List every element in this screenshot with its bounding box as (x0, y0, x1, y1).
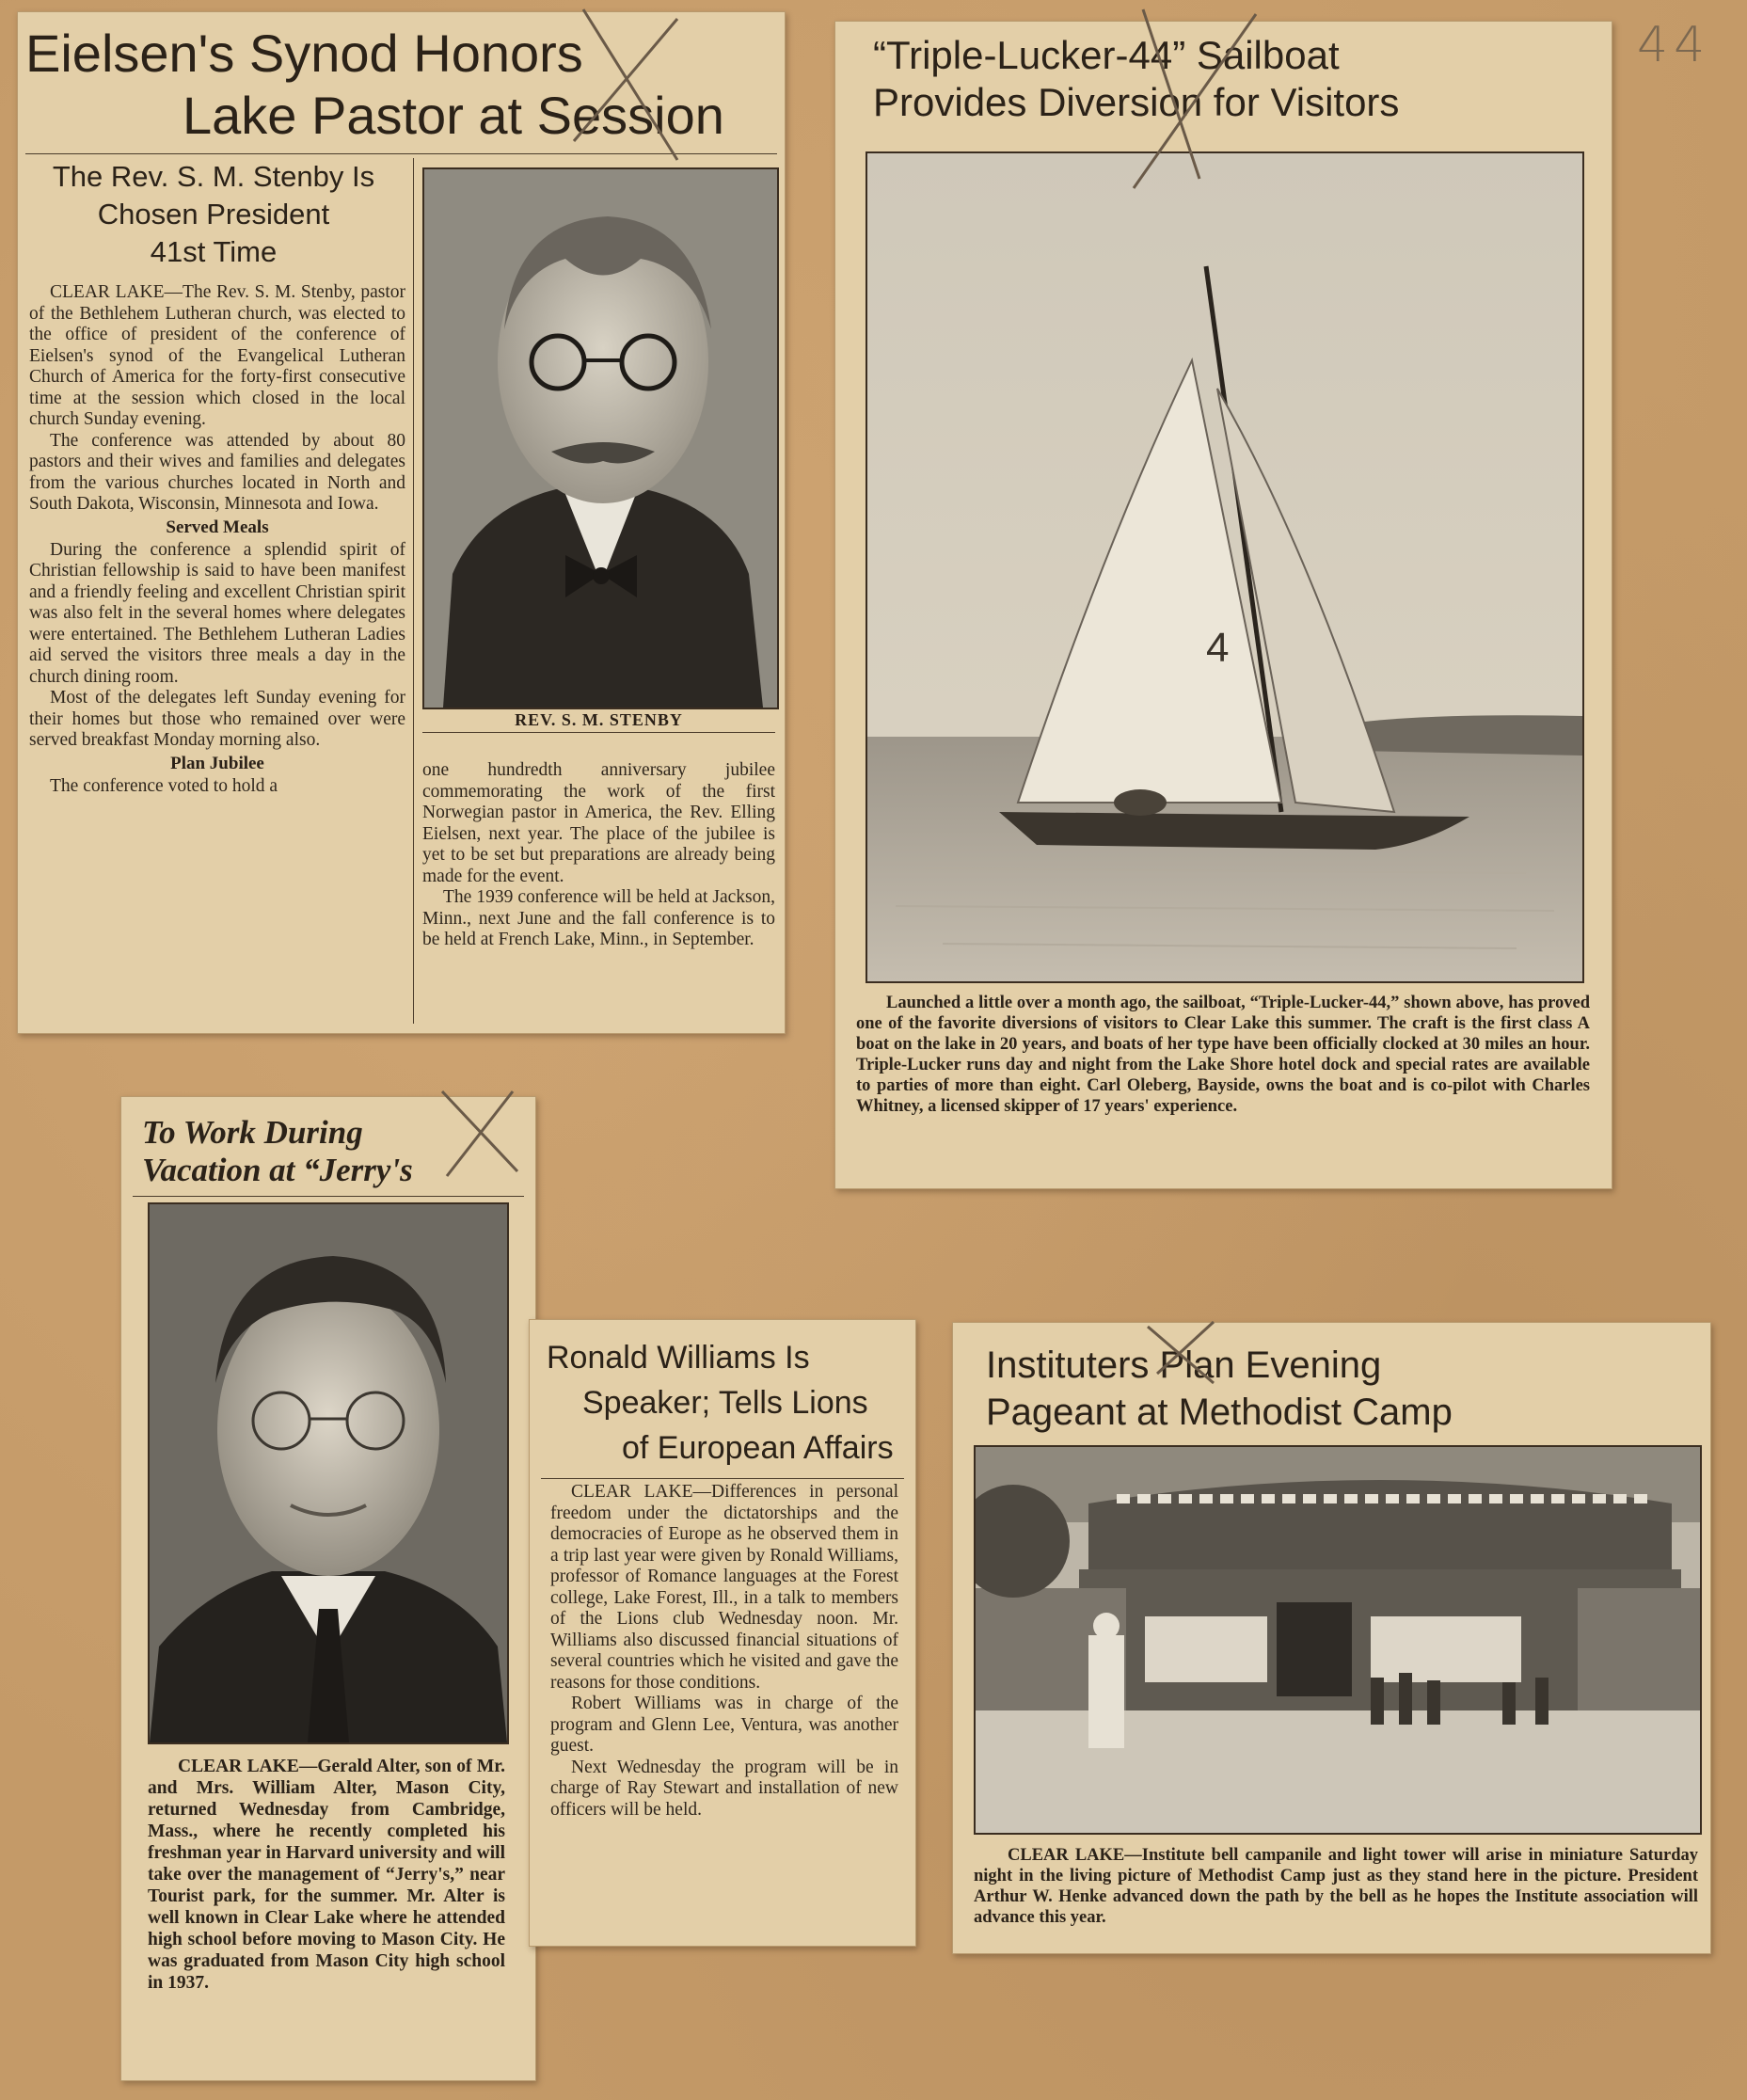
headline-line-2: Pageant at Methodist Camp (986, 1392, 1453, 1433)
paragraph: CLEAR LAKE—The Rev. S. M. Stenby, pastor of the Bethlehem Lutheran church, was elected to the office of president of the conference of Eielsen's synod of the Evangelical Lutheran Church of America for the forty-first consecutive time at the session which closed in the local church Sunday evening. (29, 282, 405, 429)
clipping-ronald-williams (529, 1319, 916, 1947)
portrait-caption: REV. S. M. STENBY (515, 710, 683, 729)
sailboat-photo (866, 151, 1584, 983)
headline (142, 1114, 413, 1189)
clipping-sailboat (834, 21, 1612, 1189)
headline (541, 1335, 906, 1471)
caption-text: CLEAR LAKE—Institute bell campanile and light tower will arise in miniature Saturday night in the living picture of Methodist Camp just as they stand here in the picture. President Arthur W. Henke advanced down the path by the bell as he hopes the Institute association will advance this year. (974, 1846, 1698, 1927)
headline-line-3: of European Affairs (622, 1430, 894, 1466)
headline-line-2: Vacation at “Jerry's (142, 1152, 413, 1188)
sail-number: 4 (1206, 625, 1230, 671)
sailboat-illustration (867, 153, 1582, 981)
sailboat-caption (856, 993, 1590, 1117)
subhead-line-1: The Rev. S. M. Stenby Is (52, 160, 375, 193)
headline-rule (541, 1478, 904, 1479)
portrait-photo-stenby (422, 167, 779, 709)
caption-text: CLEAR LAKE—Gerald Alter, son of Mr. and Mrs. William Alter, Mason City, returned Wednesday from Cambridge, Mass., where he recently completed his freshman year in Harvard university and will take over the management of “Jerry's,” near Tourist park, for the summer. Mr. Alter is well known in Clear Lake where he attended high school before moving to Mason City. He was graduated from Mason City high school in 1937. (148, 1757, 505, 1993)
paragraph: The conference was attended by about 80 pastors and their wives and families and delegates from the various churches located in North and South Dakota, Wisconsin, Minnesota and Iowa. (29, 430, 405, 514)
caption-rule (422, 732, 775, 733)
headline-line-2: Lake Pastor at Session (183, 86, 724, 145)
clipping-jerrys (120, 1096, 536, 2081)
paragraph: Next Wednesday the program will be in charge of Ray Stewart and installation of new officers will be held. (550, 1757, 898, 1820)
methodist-camp-photo (974, 1445, 1702, 1835)
headline-line-2: Provides Diversion for Visitors (873, 80, 1400, 124)
clipping-instituters (952, 1322, 1711, 1954)
paragraph: Robert Williams was in charge of the program and Glenn Lee, Ventura, was another guest. (550, 1694, 898, 1756)
paragraph: CLEAR LAKE—Differences in personal freedom under the dictatorships and the democracies of Europe as he observed them in a trip last year were given by Ronald Williams, professor of Romance languages at the Forest college, Lake Forest, Ill., in a talk to members of the Lions club Wednesday noon. Mr. Williams also discussed financial situations of several countries which he visited and gave the reasons for those conditions. (550, 1482, 898, 1693)
page-number: 44 (1637, 17, 1711, 73)
camp-illustration (976, 1447, 1700, 1833)
headline-line-1: “Triple-Lucker-44” Sailboat (873, 33, 1340, 77)
subhead-line-2: Chosen President (97, 198, 330, 231)
paragraph: The conference voted to hold a (50, 775, 278, 796)
headline (986, 1342, 1453, 1436)
portrait-illustration (424, 169, 777, 708)
portrait-illustration (150, 1204, 507, 1742)
paragraph: The 1939 conference will be held at Jackson, Minn., next June and the fall conference is to be held at French Lake, Minn., in September. (422, 887, 775, 949)
subhead (25, 158, 402, 271)
headline-rule (25, 153, 777, 154)
caption-text: Launched a little over a month ago, the sailboat, “Triple-Lucker-44,” shown above, has proved one of the favorite diversions of visitors to Clear Lake this summer. The craft is the first class A boat on the lake in 20 years, and boats of her type have been officially clocked at 30 miles an hour. Triple-Lucker runs day and night from the Lake Shore hotel dock and special rates are available to parties of more than eight. Carl Oleberg, Bayside, owns the boat and is co-pilot with Charles Whitney, a licensed skipper of 17 years' experience. (856, 994, 1590, 1116)
subheading-served-meals: Served Meals (166, 517, 269, 537)
column-rule (413, 158, 414, 1024)
column-1 (29, 282, 405, 797)
headline-line-1: To Work During (142, 1114, 363, 1151)
headline-line-1: Ronald Williams Is (547, 1340, 810, 1376)
column-2 (422, 760, 775, 951)
paragraph: During the conference a splendid spirit of Christian fellowship is said to have been manifest and a friendly feeling and excellent Christian spirit was also felt in the several homes where delegates were entertained. The Bethlehem Lutheran Ladies aid served the visitors three meals a day in the church dining room. (29, 539, 405, 687)
paragraph: one hundredth anniversary jubilee commemorating the work of the first Norwegian pastor in America, the Rev. Elling Eielsen, next year. The place of the jubilee is yet to be set but preparations are already being made for the event. (422, 760, 775, 886)
williams-body (550, 1482, 898, 1821)
headline-rule (133, 1196, 524, 1197)
subhead-line-3: 41st Time (150, 235, 278, 268)
clipping-eielsen-synod (17, 11, 786, 1034)
headline-line-1: Instituters Plan Evening (986, 1344, 1382, 1386)
jerrys-caption (148, 1756, 505, 1994)
headline-line-2: Speaker; Tells Lions (582, 1385, 868, 1421)
portrait-photo-alter (148, 1202, 509, 1744)
paragraph: Most of the delegates left Sunday evening for their homes but those who remained over were served breakfast Monday morning also. (29, 688, 405, 750)
instituters-caption (974, 1845, 1698, 1928)
headline-line-1: Eielsen's Synod Honors (25, 24, 583, 83)
subheading-plan-jubilee: Plan Jubilee (170, 753, 264, 773)
